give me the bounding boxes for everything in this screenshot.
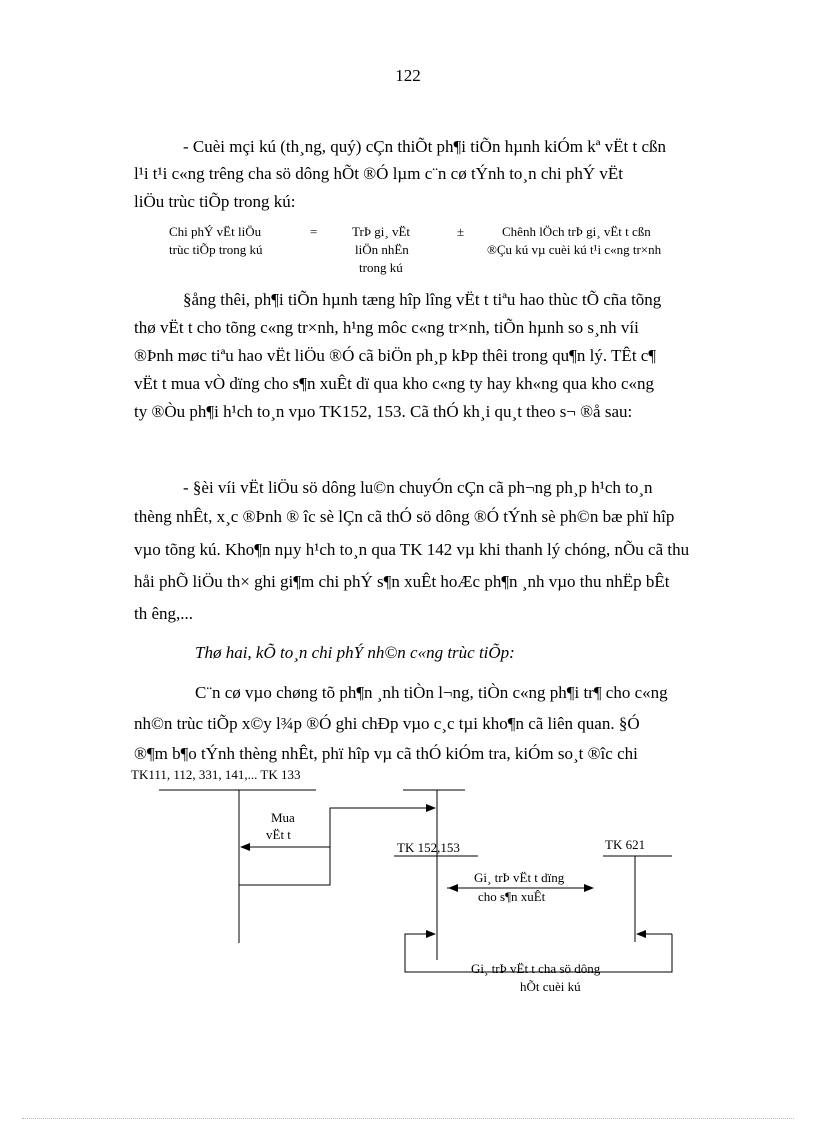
page-bottom-border <box>22 1118 794 1119</box>
remaining-label-line-1: Gi¸ trÞ vËt t cha sö dông <box>471 961 601 976</box>
page-number: 122 <box>395 66 421 85</box>
paragraph-2-line-4: vËt t mua vÒ dïng cho s¶n xuÊt dï qua kho c«ng ty hay kh«ng qua kho c«ng <box>134 374 654 393</box>
paragraph-3-line-4: håi phÕ liÖu th× ghi gi¶m chi phÝ s¶n xuÊt hoÆc ph¶n ¸nh vµo thu nhËp bÊt <box>134 572 670 591</box>
paragraph-2-line-1: §ång thêi, ph¶i tiÕn hµnh tæng hîp lîng vËt t tiªu hao thùc tÕ cña tõng <box>183 290 662 309</box>
paragraph-3-line-2: thèng nhÊt, x¸c ®Þnh ® îc sè lÇn cã thÓ sö dông ®Ó tÝnh sè ph©n bæ phï hîp <box>134 507 675 526</box>
formula-middle-1: TrÞ gi¸ vËt <box>352 224 411 239</box>
formula-equals: = <box>310 224 318 239</box>
formula-right-2: ®Çu kú vµ cuèi kú t¹i c«ng tr×nh <box>487 242 662 257</box>
paragraph-3-line-3: vµo tõng kú. Kho¶n nµy h¹ch to¸n qua TK 142 vµ khi thanh lý chóng, nÕu cã thu <box>134 540 690 559</box>
purchase-label-line-1: Mua <box>271 810 295 825</box>
formula-left-2: trùc tiÕp trong kú <box>169 242 263 257</box>
paragraph-4-line-2: nh©n trùc tiÕp x©y l¾p ®Ó ghi chÐp vµo c¸c tµi kho¶n cã liên quan. §Ó <box>134 714 640 733</box>
purchase-label-line-2: vËt t <box>266 827 291 842</box>
usage-label-line-1: Gi¸ trÞ vËt t dïng <box>474 870 565 885</box>
formula-left-1: Chi phÝ vËt liÖu <box>169 224 262 239</box>
paragraph-2-line-3: ®Þnh møc tiªu hao vËt liÖu ®Ó cã biÖn ph¸p kÞp thêi trong qu¶n lý. TÊt c¶ <box>134 346 657 365</box>
paragraph-3-line-1: - §èi víi vËt liÖu sö dông lu©n chuyÓn cÇn cã ph¬ng ph¸p h¹ch to¸n <box>183 478 653 497</box>
formula-middle-3: trong kú <box>359 260 403 275</box>
tk-right-label: TK 621 <box>605 837 646 852</box>
paragraph-1-line-1: - Cuèi mçi kú (th¸ng, quý) cÇn thiÕt ph¶i tiÕn hµnh kiÓm kª vËt t cßn <box>183 137 667 156</box>
section-subheading: Thø hai, kÕ to¸n chi phÝ nh©n c«ng trùc tiÕp: <box>195 643 515 662</box>
paragraph-2-line-2: thø vËt t cho tõng c«ng tr×nh, h¹ng môc c«ng tr×nh, tiÕn hµnh so s¸nh víi <box>134 318 639 337</box>
paragraph-2-line-5: ty ®Òu ph¶i h¹ch to¸n vµo TK152, 153. Cã thÓ kh¸i qu¸t theo s¬ ®å sau: <box>134 402 633 421</box>
paragraph-4-line-3: ®¶m b¶o tÝnh thèng nhÊt, phï hîp vµ cã thÓ kiÓm tra, kiÓm so¸t ®îc chi <box>134 744 638 763</box>
paragraph-1-line-2: l¹i t¹i c«ng trêng cha sö dông hÕt ®Ó lµm c¨n cø tÝnh to¸n chi phÝ vËt <box>134 164 623 183</box>
paragraph-1-line-3: liÖu trùc tiÕp trong kú: <box>134 192 296 211</box>
formula-middle-2: liÖn nhËn <box>355 242 409 257</box>
paragraph-3-line-5: th êng,... <box>134 604 194 623</box>
remaining-label-line-2: hÕt cuèi kú <box>520 979 581 994</box>
tk-left-label: TK111, 112, 331, 141,... TK 133 <box>131 767 301 782</box>
paragraph-4-line-1: C¨n cø vµo chøng tõ ph¶n ¸nh tiÒn l¬ng, tiÒn c«ng ph¶i tr¶ cho c«ng <box>195 683 668 702</box>
usage-label-line-2: cho s¶n xuÊt <box>478 889 546 904</box>
tk-mid-label: TK 152,153 <box>397 840 460 855</box>
formula-right-1: Chênh lÖch trÞ gi¸ vËt t cßn <box>502 224 651 239</box>
formula-plus-minus: ± <box>457 224 465 239</box>
